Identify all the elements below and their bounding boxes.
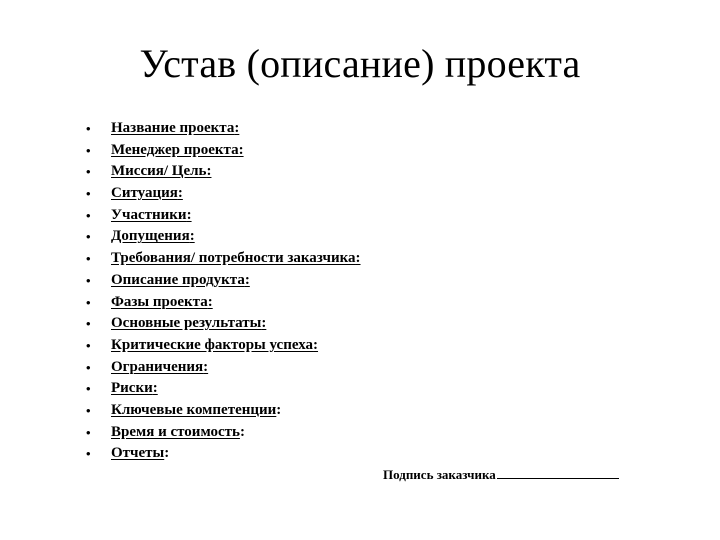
- field-label: Основные результаты: [111, 315, 262, 332]
- field-colon: :: [313, 336, 319, 353]
- field-colon: :: [244, 271, 250, 288]
- signature-label: Подпись заказчика: [383, 467, 496, 482]
- field-label: Название проекта: [111, 120, 235, 136]
- field-label: Менеджер проекта: [111, 141, 239, 158]
- field-label: Время и стоимость: [111, 423, 240, 440]
- signature-line: [497, 465, 619, 479]
- field-label: Ограничения: [111, 358, 204, 375]
- bullet-icon: •: [86, 121, 91, 136]
- field-text: [111, 378, 158, 400]
- field-colon: :: [238, 141, 244, 158]
- field-colon: :: [206, 163, 212, 180]
- field-label: Участники: [111, 206, 187, 223]
- bullet-icon: •: [86, 446, 91, 462]
- field-label: Ключевые компетенции: [111, 401, 277, 418]
- field-label: Ситуация: [111, 185, 178, 202]
- field-colon: :: [203, 358, 209, 375]
- field-colon: :: [189, 228, 195, 245]
- field-label: Миссия/ Цель: [111, 163, 207, 180]
- field-text: [111, 248, 361, 270]
- field-label: Описание продукта: [111, 271, 245, 288]
- bullet-icon: •: [86, 381, 91, 397]
- field-text: [111, 118, 239, 140]
- field-colon: :: [239, 423, 245, 440]
- field-text: [111, 443, 169, 465]
- field-text: [111, 226, 195, 248]
- field-label: Критические факторы успеха: [111, 336, 314, 353]
- field-text: [111, 313, 266, 335]
- field-text: [111, 205, 192, 227]
- field-colon: :: [152, 380, 158, 397]
- bullet-icon: •: [86, 294, 91, 310]
- field-colon: :: [276, 401, 282, 418]
- field-colon: :: [207, 293, 213, 310]
- bullet-icon: •: [86, 164, 91, 180]
- field-colon: :: [355, 250, 361, 267]
- field-label: Отчеты: [111, 445, 165, 462]
- bullet-icon: •: [86, 359, 91, 375]
- field-text: [111, 422, 245, 444]
- field-colon: :: [177, 185, 183, 202]
- bullet-icon: •: [86, 186, 91, 202]
- field-text: [111, 161, 211, 183]
- customer-signature: [383, 465, 619, 484]
- field-text: [111, 335, 318, 357]
- field-colon: :: [234, 120, 240, 136]
- field-text: [111, 270, 250, 292]
- bullet-icon: •: [86, 251, 91, 267]
- bullet-icon: •: [86, 272, 91, 288]
- field-text: [111, 140, 244, 162]
- bullet-icon: •: [86, 402, 91, 418]
- field-text: [111, 292, 213, 314]
- bullet-icon: •: [86, 142, 91, 158]
- bullet-icon: •: [86, 337, 91, 353]
- field-label: Фазы проекта: [111, 293, 208, 310]
- field-text: [111, 400, 281, 422]
- field-label: Допущения: [111, 228, 190, 245]
- bullet-icon: •: [86, 316, 91, 332]
- field-label: Требования/ потребности заказчика: [111, 250, 356, 267]
- bullet-icon: •: [86, 424, 91, 440]
- field-text: [111, 183, 183, 205]
- field-label: Риски: [111, 380, 153, 397]
- bullet-icon: •: [86, 229, 91, 245]
- field-colon: :: [261, 315, 267, 332]
- field-text: [111, 357, 208, 379]
- bullet-icon: •: [86, 207, 91, 223]
- slide-title: Устав (описание) проекта: [139, 41, 581, 86]
- field-colon: :: [186, 206, 192, 223]
- field-colon: :: [164, 445, 170, 462]
